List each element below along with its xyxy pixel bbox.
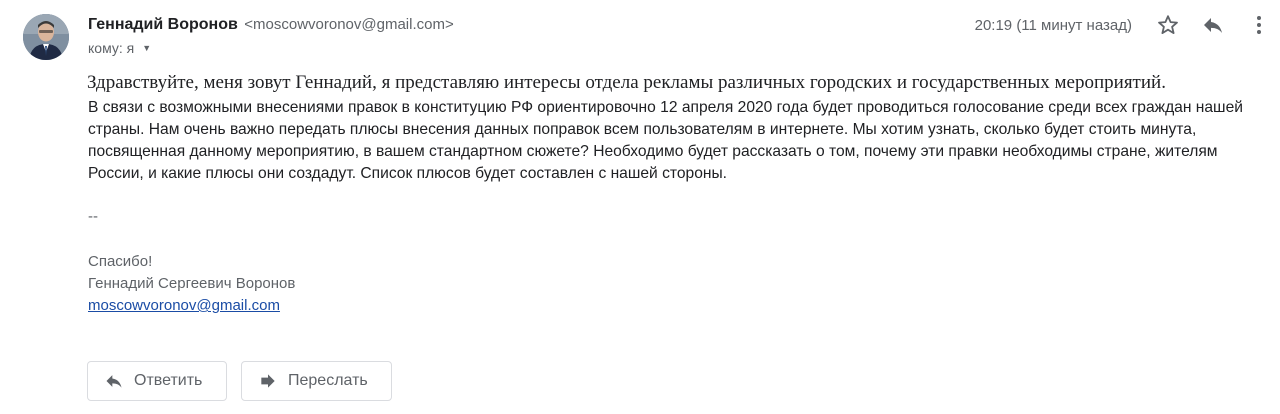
reply-action-label: Ответить [134, 372, 203, 389]
signature [88, 251, 295, 317]
recipient-label: кому: я [88, 40, 135, 56]
star-button[interactable] [1154, 11, 1182, 39]
reply-button[interactable] [1199, 11, 1227, 39]
signature-thanks: Спасибо! [88, 253, 153, 270]
message-paragraph: В связи с возможными внесениями правок в конституцию РФ ориентировочно 12 апреля 2020 года будет проводиться голосование среди всех граждан нашей страны. Нам очень важно передать плюсы внесения данных поправок всем пользователям в интернете. Мы хотим узнать, сколько будет стоить минута, посвященная данному мероприятию, в вашем стандартном сюжете? Необходимо будет рассказать о том, почему эти правки необходимы стране, жителям России, и какие плюсы они создадут. Список плюсов будет составлен с нашей стороны. [88, 99, 1243, 182]
recipient-details-toggle[interactable] [88, 39, 151, 57]
caret-down-icon[interactable]: ▼ [142, 43, 152, 53]
sender-line [88, 15, 454, 35]
sender-email: <moscowvoronov@gmail.com> [244, 16, 454, 33]
sender-name[interactable]: Геннадий Воронов [88, 16, 238, 33]
forward-icon [258, 371, 278, 391]
more-vert-icon [1247, 13, 1271, 37]
forward-action-label: Переслать [288, 372, 368, 389]
message-body [88, 97, 1268, 185]
message-greeting: Здравствуйте, меня зовут Геннадий, я представляю интересы отдела рекламы различных городских и государственных мероприятий. [87, 72, 1166, 93]
reply-icon [1201, 13, 1225, 37]
forward-action-button[interactable] [241, 361, 392, 401]
sender-avatar[interactable] [23, 14, 69, 60]
more-options-button[interactable] [1245, 11, 1273, 39]
signature-email-link[interactable]: moscowvoronov@gmail.com [88, 297, 280, 314]
reply-action-button[interactable] [87, 361, 227, 401]
message-time: 20:19 (11 минут назад) [974, 17, 1132, 34]
signature-separator: -- [88, 208, 98, 225]
star-icon [1156, 13, 1180, 37]
signature-name: Геннадий Сергеевич Воронов [88, 275, 296, 292]
reply-icon [104, 371, 124, 391]
